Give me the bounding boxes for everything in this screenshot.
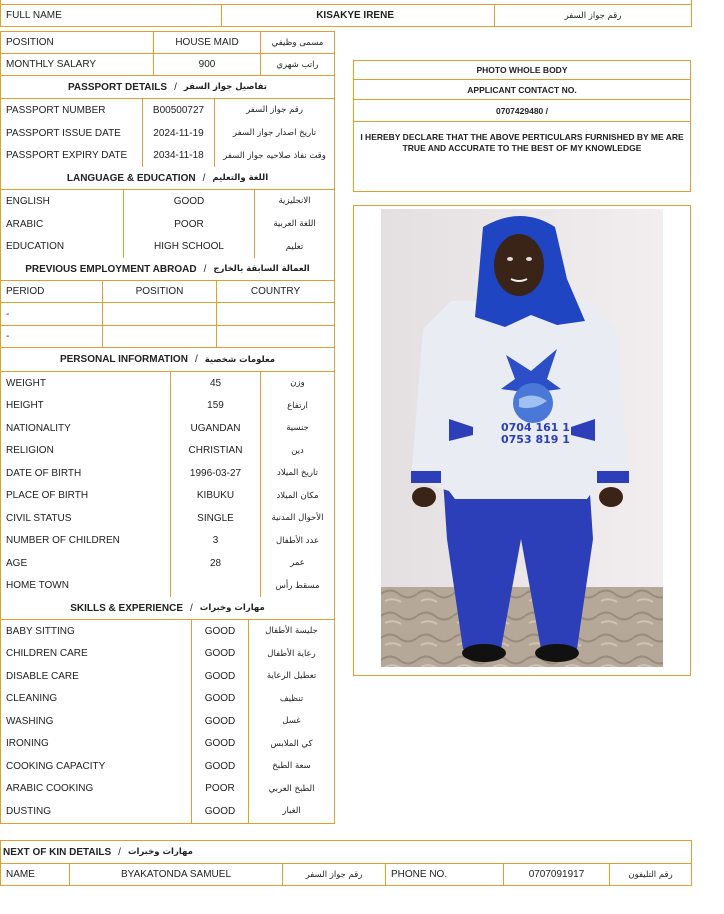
personal-title: PERSONAL INFORMATION	[59, 354, 188, 365]
declaration-box	[353, 121, 691, 192]
passport-label-ar: تاريخ اصدار جواز السفر	[232, 128, 317, 139]
passport-row	[0, 144, 335, 168]
personal-row	[0, 372, 335, 396]
position-value: HOUSE MAID	[154, 32, 261, 53]
skills-row	[0, 710, 335, 734]
employment-title: PREVIOUS EMPLOYMENT ABROAD	[25, 263, 197, 275]
language-row	[0, 213, 335, 237]
personal-label-ar: دين	[291, 445, 304, 456]
language-title-ar: اللغة والتعليم	[212, 173, 269, 183]
kin-phone-label: PHONE NO.	[386, 864, 504, 885]
skills-value: GOOD	[192, 665, 249, 688]
personal-label-ar: جنسية	[286, 423, 309, 434]
salary-value: 900	[154, 54, 261, 75]
skills-label: DUSTING	[1, 800, 192, 823]
personal-label: NUMBER OF CHILDREN	[1, 530, 171, 553]
skills-row	[0, 688, 335, 712]
personal-label: CIVIL STATUS	[1, 507, 171, 530]
employment-row	[0, 326, 335, 348]
personal-value: KIBUKU	[171, 485, 261, 508]
skills-title-ar: مهارات وخبرات	[199, 603, 265, 613]
personal-label: WEIGHT	[1, 372, 171, 395]
personal-label-ar: وزن	[290, 378, 305, 389]
personal-value: 1996-03-27	[171, 462, 261, 485]
photo-label-box	[353, 60, 691, 80]
language-label: ARABIC	[1, 213, 124, 236]
kin-name-label-ar: رقم جواز السفر	[283, 864, 386, 885]
personal-row	[0, 417, 335, 441]
applicant-photo	[381, 209, 663, 667]
skills-label: COOKING CAPACITY	[1, 755, 192, 778]
personal-label-ar: الأحوال المدنية	[271, 513, 324, 524]
skills-value: GOOD	[192, 800, 249, 823]
passport-title-ar: تفاصيل جواز السفر	[183, 82, 267, 92]
employment-header-row	[0, 281, 335, 303]
language-label: ENGLISH	[1, 190, 124, 213]
employment-title-ar: العمالة السابقة بالخارج	[213, 264, 310, 274]
passport-label: PASSPORT NUMBER	[1, 99, 143, 122]
employment-period: -	[1, 303, 103, 325]
personal-label-ar: مسقط رأس	[275, 580, 320, 591]
full-name-value: KISAKYE IRENE	[222, 5, 495, 26]
personal-label: HEIGHT	[1, 395, 171, 418]
personal-row	[0, 507, 335, 531]
skills-label-ar: تنظيف	[279, 693, 304, 704]
skills-label: ARABIC COOKING	[1, 778, 192, 801]
salary-label: MONTHLY SALARY	[1, 54, 154, 75]
kin-title-ar: مهارات وخبرات	[127, 847, 193, 857]
personal-label: NATIONALITY	[1, 417, 171, 440]
skills-label-ar: سعة الطبخ	[272, 761, 311, 772]
kin-title: NEXT OF KIN DETAILS	[3, 846, 112, 858]
skills-row	[0, 800, 335, 824]
skills-value: GOOD	[192, 620, 249, 643]
skills-label-ar: كي الملابس	[270, 738, 313, 749]
language-label-ar: الانجليزية	[278, 196, 311, 207]
personal-value: SINGLE	[171, 507, 261, 530]
position-label-ar: مسمى وظيفي	[271, 37, 324, 48]
language-value: GOOD	[124, 190, 255, 213]
personal-row	[0, 440, 335, 464]
personal-title-ar: معلومات شخصية	[204, 354, 276, 365]
language-section-header: LANGUAGE & EDUCATION / اللغة والتعليم	[0, 167, 335, 190]
personal-row	[0, 552, 335, 576]
skills-label-ar: غسل	[282, 716, 301, 727]
uniform-phone-1: 0704 161 1	[501, 421, 570, 434]
skills-row	[0, 733, 335, 757]
passport-section-header: PASSPORT DETAILS / تفاصيل جواز السفر	[0, 76, 335, 99]
personal-label: HOME TOWN	[1, 575, 171, 598]
passport-label-ar: وقت نفاذ صلاحيه جواز السفر	[223, 150, 326, 161]
contact-label: APPLICANT CONTACT NO.	[467, 84, 577, 95]
kin-header: NEXT OF KIN DETAILS / مهارات وخبرات	[0, 840, 692, 864]
employment-col-position: POSITION	[103, 281, 217, 302]
skills-label-ar: جليسة الأطفال	[265, 626, 318, 637]
personal-label-ar: مكان الميلاد	[276, 490, 319, 501]
employment-period: -	[1, 326, 103, 347]
top-edge	[0, 0, 692, 4]
personal-row	[0, 485, 335, 509]
passport-label: PASSPORT EXPIRY DATE	[1, 144, 143, 167]
personal-value: 28	[171, 552, 261, 575]
salary-row	[0, 54, 335, 76]
personal-section-header: PERSONAL INFORMATION / معلومات شخصية	[0, 348, 335, 372]
contact-label-box	[353, 79, 691, 100]
passport-value: B00500727	[143, 99, 215, 122]
full-name-label-ar: رقم جواز السفر	[564, 10, 622, 21]
full-name-bar	[0, 4, 692, 27]
personal-label-ar: عمر	[290, 558, 305, 569]
skills-value: GOOD	[192, 688, 249, 711]
skills-value: GOOD	[192, 643, 249, 666]
full-name-label: FULL NAME	[1, 5, 222, 26]
language-label-ar: تعليم	[285, 241, 304, 252]
skills-label-ar: الطبخ العربي	[268, 783, 315, 794]
personal-label: AGE	[1, 552, 171, 575]
personal-row	[0, 530, 335, 554]
passport-row	[0, 122, 335, 146]
personal-value: UGANDAN	[171, 417, 261, 440]
language-value: POOR	[124, 213, 255, 236]
personal-value: 159	[171, 395, 261, 418]
employment-position	[103, 303, 217, 325]
skills-label: IRONING	[1, 733, 192, 756]
kin-name-value: BYAKATONDA SAMUEL	[70, 864, 283, 885]
personal-row	[0, 462, 335, 486]
skills-label: DISABLE CARE	[1, 665, 192, 688]
passport-label-ar: رقم جواز السفر	[246, 105, 303, 116]
personal-label: DATE OF BIRTH	[1, 462, 171, 485]
skills-row	[0, 620, 335, 644]
skills-row	[0, 755, 335, 779]
position-label: POSITION	[1, 32, 154, 53]
kin-row	[0, 863, 692, 886]
language-label: EDUCATION	[1, 235, 124, 258]
skills-label: CLEANING	[1, 688, 192, 711]
employment-country	[217, 303, 334, 325]
kin-phone-value: 0707091917	[504, 864, 610, 885]
kin-name-label: NAME	[1, 864, 70, 885]
language-value: HIGH SCHOOL	[124, 235, 255, 258]
kin-phone-label-ar: رقم التليفون	[628, 869, 673, 880]
skills-value: GOOD	[192, 755, 249, 778]
employment-country	[217, 326, 334, 347]
skills-label: CHILDREN CARE	[1, 643, 192, 666]
uniform-phone-2: 0753 819 1	[501, 433, 570, 446]
language-row	[0, 190, 335, 214]
personal-value: CHRISTIAN	[171, 440, 261, 463]
personal-value: 45	[171, 372, 261, 395]
contact-value-box	[353, 99, 691, 122]
passport-label: PASSPORT ISSUE DATE	[1, 122, 143, 145]
skills-label: BABY SITTING	[1, 620, 192, 643]
skills-label-ar: تعطيل الرعاية	[266, 671, 317, 682]
position-row	[0, 31, 335, 54]
skills-section-header: SKILLS & EXPERIENCE / مهارات وخبرات	[0, 597, 335, 620]
language-row	[0, 235, 335, 259]
personal-label-ar: عدد الأطفال	[275, 535, 320, 546]
personal-row	[0, 575, 335, 599]
salary-label-ar: راتب شهري	[276, 59, 319, 70]
employment-position	[103, 326, 217, 347]
passport-value: 2024-11-19	[143, 122, 215, 145]
skills-row	[0, 643, 335, 667]
skills-value: GOOD	[192, 733, 249, 756]
skills-row	[0, 665, 335, 689]
passport-title: PASSPORT DETAILS	[68, 81, 168, 93]
personal-label: RELIGION	[1, 440, 171, 463]
personal-label-ar: ارتفاع	[287, 400, 308, 411]
passport-row	[0, 99, 335, 123]
employment-col-period: PERIOD	[1, 281, 103, 302]
personal-label-ar: تاريخ الميلاد	[277, 468, 318, 479]
language-label-ar: اللغة العربية	[273, 219, 316, 230]
skills-value: GOOD	[192, 710, 249, 733]
photo-label: PHOTO WHOLE BODY	[476, 65, 568, 75]
declaration-text: I HEREBY DECLARE THAT THE ABOVE PERTICULARS FURNISHED BY ME ARE TRUE AND ACCURATE TO THE BEST OF MY KNOWLEDGE	[360, 132, 684, 154]
passport-value: 2034-11-18	[143, 144, 215, 167]
language-title: LANGUAGE & EDUCATION	[66, 172, 196, 184]
employment-section-header: PREVIOUS EMPLOYMENT ABROAD / العمالة السابقة بالخارج	[0, 258, 335, 281]
employment-col-country: COUNTRY	[250, 286, 301, 297]
skills-value: POOR	[192, 778, 249, 801]
skills-title: SKILLS & EXPERIENCE	[70, 602, 184, 614]
personal-row	[0, 395, 335, 419]
skills-label-ar: رعاية الأطفال	[267, 648, 316, 659]
personal-value	[171, 575, 261, 598]
skills-label-ar: الغبار	[282, 806, 301, 817]
personal-label: PLACE OF BIRTH	[1, 485, 171, 508]
contact-value: 0707429480 /	[496, 105, 548, 116]
skills-row	[0, 778, 335, 802]
employment-row	[0, 303, 335, 326]
personal-value: 3	[171, 530, 261, 553]
skills-label: WASHING	[1, 710, 192, 733]
